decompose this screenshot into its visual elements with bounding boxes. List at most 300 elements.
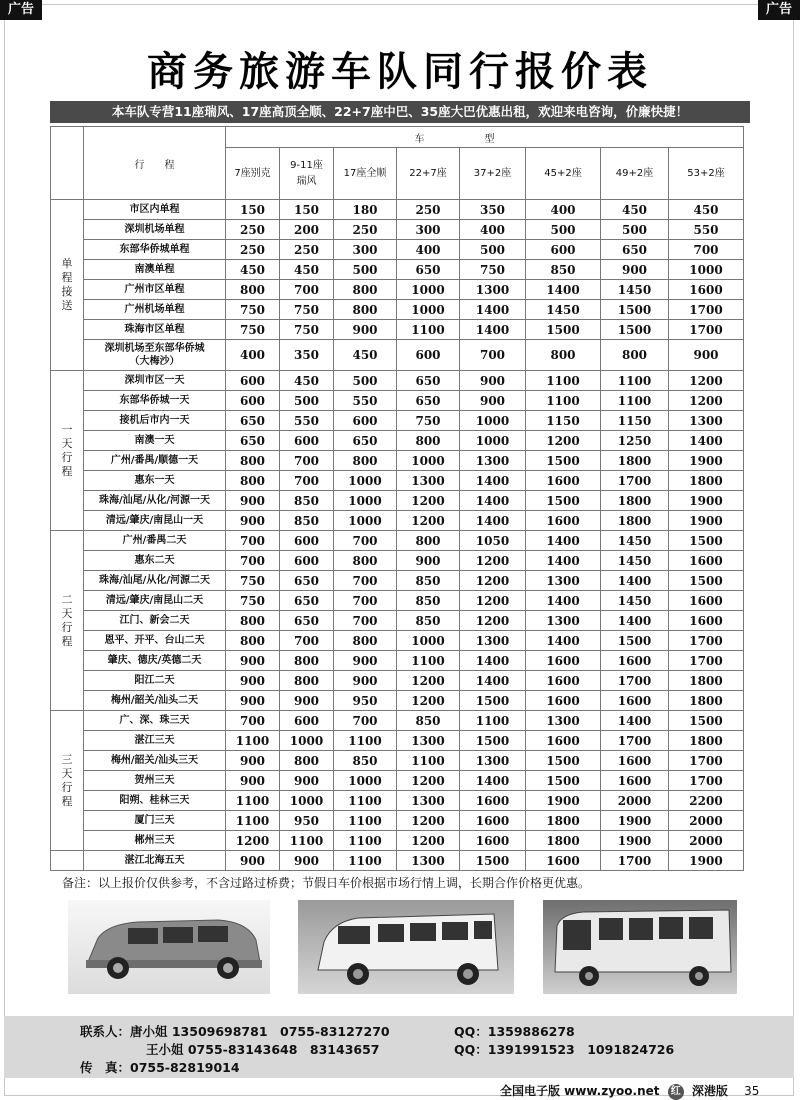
price-cell: 750 [226, 300, 280, 320]
price-cell: 1200 [460, 551, 526, 571]
price-cell: 450 [226, 260, 280, 280]
price-cell: 1500 [601, 320, 669, 340]
price-cell: 750 [226, 591, 280, 611]
price-cell: 900 [226, 651, 280, 671]
price-cell: 1900 [669, 851, 744, 871]
price-cell: 850 [526, 260, 601, 280]
price-cell: 1000 [669, 260, 744, 280]
price-cell: 1400 [460, 471, 526, 491]
price-cell: 1600 [460, 791, 526, 811]
price-cell: 500 [334, 260, 397, 280]
price-cell: 650 [397, 391, 460, 411]
price-cell: 800 [226, 611, 280, 631]
price-cell: 1500 [460, 851, 526, 871]
price-cell: 1300 [397, 791, 460, 811]
table-row [51, 431, 744, 451]
route-cell: 东部华侨城单程 [84, 240, 226, 260]
price-cell: 2000 [601, 791, 669, 811]
price-table-body [51, 200, 744, 871]
model-header-1: 9-11座 瑞风 [280, 148, 334, 200]
group-label-text: 三天行程 [61, 752, 73, 808]
price-cell: 300 [397, 220, 460, 240]
price-cell: 450 [601, 200, 669, 220]
price-cell: 1600 [601, 751, 669, 771]
price-cell: 180 [334, 200, 397, 220]
price-cell: 1200 [397, 811, 460, 831]
route-cell: 贺州三天 [84, 771, 226, 791]
price-cell: 2000 [669, 811, 744, 831]
contact-line-2: 王小姐 0755-83143648 83143657 [146, 1042, 380, 1057]
route-cell: 市区内单程 [84, 200, 226, 220]
price-cell: 600 [226, 391, 280, 411]
price-cell: 1300 [526, 711, 601, 731]
price-cell: 650 [280, 591, 334, 611]
price-cell: 650 [601, 240, 669, 260]
price-cell: 1600 [601, 771, 669, 791]
price-cell: 700 [334, 711, 397, 731]
route-cell: 广、深、珠三天 [84, 711, 226, 731]
route-cell: 珠海/汕尾/从化/河源一天 [84, 491, 226, 511]
price-cell: 350 [280, 340, 334, 371]
price-cell: 800 [226, 471, 280, 491]
price-cell: 1200 [460, 571, 526, 591]
table-row [51, 771, 744, 791]
route-cell: 深圳机场至东部华侨城 （大梅沙） [84, 340, 226, 371]
route-cell: 接机后市内一天 [84, 411, 226, 431]
price-cell: 1200 [397, 671, 460, 691]
price-cell: 600 [397, 340, 460, 371]
price-cell: 1400 [526, 531, 601, 551]
price-cell: 1700 [669, 300, 744, 320]
price-table [50, 126, 744, 871]
table-row [51, 240, 744, 260]
model-header-7: 53+2座 [669, 148, 744, 200]
price-cell: 1500 [526, 771, 601, 791]
route-cell: 深圳机场单程 [84, 220, 226, 240]
vehicle-type-header: 车型 [226, 127, 744, 148]
price-cell: 900 [280, 771, 334, 791]
price-cell: 1900 [669, 511, 744, 531]
price-cell: 650 [280, 611, 334, 631]
price-cell: 1300 [460, 631, 526, 651]
price-cell: 1700 [601, 851, 669, 871]
price-cell: 1100 [334, 731, 397, 751]
price-cell: 1600 [526, 731, 601, 751]
table-row [51, 611, 744, 631]
table-row [51, 391, 744, 411]
group-label-text: 二天行程 [61, 592, 73, 648]
price-cell: 1100 [334, 811, 397, 831]
table-row [51, 631, 744, 651]
price-cell: 1700 [669, 631, 744, 651]
price-cell: 250 [226, 220, 280, 240]
price-cell: 1500 [460, 731, 526, 751]
price-cell: 1200 [460, 611, 526, 631]
route-cell: 清远/肇庆/南昆山一天 [84, 511, 226, 531]
price-cell: 650 [397, 371, 460, 391]
price-cell: 600 [334, 411, 397, 431]
qq-line-1: QQ：1359886278 [454, 1024, 575, 1039]
price-cell: 1000 [397, 280, 460, 300]
price-cell: 900 [226, 491, 280, 511]
table-row [51, 651, 744, 671]
price-cell: 800 [334, 451, 397, 471]
price-cell: 1500 [669, 711, 744, 731]
price-cell: 850 [280, 511, 334, 531]
price-cell: 1000 [334, 771, 397, 791]
price-cell: 800 [226, 280, 280, 300]
route-cell: 恩平、开平、台山二天 [84, 631, 226, 651]
price-cell: 1400 [460, 320, 526, 340]
price-cell: 450 [280, 260, 334, 280]
price-cell: 750 [226, 571, 280, 591]
table-row [51, 831, 744, 851]
price-cell: 600 [280, 551, 334, 571]
price-cell: 900 [226, 511, 280, 531]
price-cell: 250 [334, 220, 397, 240]
price-cell: 900 [226, 751, 280, 771]
price-cell: 250 [397, 200, 460, 220]
price-cell: 750 [226, 320, 280, 340]
table-row [51, 491, 744, 511]
price-cell: 1100 [334, 851, 397, 871]
price-cell: 650 [226, 431, 280, 451]
price-cell: 1400 [460, 771, 526, 791]
table-row [51, 551, 744, 571]
price-cell: 800 [226, 631, 280, 651]
price-cell: 900 [334, 320, 397, 340]
price-cell: 800 [526, 340, 601, 371]
price-cell: 700 [280, 451, 334, 471]
table-row [51, 751, 744, 771]
price-cell: 1800 [669, 471, 744, 491]
price-cell: 1600 [460, 811, 526, 831]
price-cell: 550 [669, 220, 744, 240]
price-cell: 1800 [669, 671, 744, 691]
price-cell: 1600 [669, 551, 744, 571]
price-cell: 1450 [601, 531, 669, 551]
route-cell: 广州/番禺/顺德一天 [84, 451, 226, 471]
price-cell: 900 [226, 671, 280, 691]
table-row [51, 531, 744, 551]
price-cell: 1200 [526, 431, 601, 451]
price-cell: 750 [280, 320, 334, 340]
price-cell: 700 [226, 531, 280, 551]
table-row [51, 340, 744, 371]
price-cell: 800 [397, 531, 460, 551]
price-cell: 700 [280, 471, 334, 491]
price-cell: 1450 [526, 300, 601, 320]
page-number: 35 [744, 1084, 760, 1098]
route-cell: 广州机场单程 [84, 300, 226, 320]
price-cell: 800 [280, 671, 334, 691]
route-cell: 南澳单程 [84, 260, 226, 280]
price-cell: 700 [226, 551, 280, 571]
price-cell: 300 [334, 240, 397, 260]
price-cell: 1400 [526, 280, 601, 300]
qq-line-2: QQ：1391991523 1091824726 [454, 1042, 675, 1057]
price-cell: 1900 [669, 451, 744, 471]
price-cell: 1400 [460, 300, 526, 320]
price-cell: 1200 [397, 511, 460, 531]
price-cell: 750 [397, 411, 460, 431]
price-cell: 1900 [601, 831, 669, 851]
price-cell: 850 [397, 711, 460, 731]
price-cell: 650 [334, 431, 397, 451]
price-cell: 550 [334, 391, 397, 411]
price-cell: 1400 [460, 491, 526, 511]
price-cell: 1400 [460, 671, 526, 691]
table-row [51, 471, 744, 491]
price-cell: 650 [226, 411, 280, 431]
price-cell: 400 [526, 200, 601, 220]
price-cell: 500 [526, 220, 601, 240]
bus-photo [543, 900, 737, 994]
route-cell: 南澳一天 [84, 431, 226, 451]
price-cell: 800 [334, 551, 397, 571]
price-cell: 800 [226, 451, 280, 471]
price-cell: 1100 [526, 371, 601, 391]
table-row [51, 851, 744, 871]
price-cell: 150 [226, 200, 280, 220]
route-cell: 梅州/韶关/汕头二天 [84, 691, 226, 711]
price-cell: 400 [226, 340, 280, 371]
table-row [51, 320, 744, 340]
ad-label-right: 广告 [758, 0, 800, 20]
price-cell: 700 [226, 711, 280, 731]
price-cell: 1700 [601, 471, 669, 491]
contact-line-1: 联系人：唐小姐 13509698781 0755-83127270 [80, 1024, 390, 1039]
group-label [51, 851, 84, 871]
price-cell: 900 [460, 391, 526, 411]
price-cell: 1600 [669, 280, 744, 300]
price-cell: 900 [280, 851, 334, 871]
route-cell: 江门、新会二天 [84, 611, 226, 631]
price-cell: 900 [226, 691, 280, 711]
table-row [51, 300, 744, 320]
price-cell: 1300 [460, 751, 526, 771]
price-cell: 1100 [397, 651, 460, 671]
price-cell: 800 [334, 631, 397, 651]
price-cell: 500 [601, 220, 669, 240]
subtitle-banner: 本车队专营11座瑞风、17座高顶全顺、22+7座中巴、35座大巴优惠出租，欢迎来电咨询，价廉快捷！ [50, 101, 750, 123]
price-cell: 2000 [669, 831, 744, 851]
price-cell: 1600 [601, 651, 669, 671]
price-cell: 1000 [397, 300, 460, 320]
price-cell: 700 [334, 571, 397, 591]
price-cell: 1100 [601, 391, 669, 411]
price-cell: 1700 [601, 671, 669, 691]
price-cell: 1000 [280, 731, 334, 751]
price-cell: 1400 [526, 631, 601, 651]
route-cell: 深圳市区一天 [84, 371, 226, 391]
price-cell: 700 [334, 611, 397, 631]
price-cell: 1400 [460, 511, 526, 531]
group-label [51, 371, 84, 531]
price-cell: 1300 [397, 731, 460, 751]
price-cell: 1000 [460, 411, 526, 431]
price-cell: 1600 [669, 611, 744, 631]
group-label-text: 单程接送 [61, 257, 73, 312]
price-cell: 1500 [526, 491, 601, 511]
price-cell: 1500 [460, 691, 526, 711]
price-cell: 1200 [397, 831, 460, 851]
price-cell: 1500 [601, 631, 669, 651]
contact-panel [4, 1016, 794, 1078]
price-cell: 700 [460, 340, 526, 371]
price-cell: 1100 [526, 391, 601, 411]
price-cell: 850 [397, 611, 460, 631]
price-cell: 600 [526, 240, 601, 260]
price-cell: 1500 [669, 571, 744, 591]
route-cell: 肇庆、德庆/英德二天 [84, 651, 226, 671]
price-cell: 650 [280, 571, 334, 591]
price-cell: 800 [601, 340, 669, 371]
price-cell: 1400 [526, 551, 601, 571]
model-header-4: 37+2座 [460, 148, 526, 200]
price-cell: 1200 [226, 831, 280, 851]
route-cell: 珠海/汕尾/从化/河源二天 [84, 571, 226, 591]
price-cell: 1100 [397, 751, 460, 771]
price-cell: 800 [397, 431, 460, 451]
van-photo [298, 900, 514, 994]
price-cell: 1800 [601, 511, 669, 531]
price-cell: 850 [280, 491, 334, 511]
price-cell: 1100 [226, 731, 280, 751]
footer-edition: 深港版 [691, 1084, 728, 1098]
route-cell: 梅州/韶关/汕头三天 [84, 751, 226, 771]
price-cell: 1050 [460, 531, 526, 551]
price-cell: 450 [280, 371, 334, 391]
price-cell: 1900 [526, 791, 601, 811]
price-cell: 1150 [526, 411, 601, 431]
price-cell: 800 [334, 280, 397, 300]
price-cell: 1450 [601, 551, 669, 571]
table-row [51, 591, 744, 611]
table-row [51, 451, 744, 471]
route-cell: 阳江二天 [84, 671, 226, 691]
price-cell: 1250 [601, 431, 669, 451]
price-cell: 1800 [526, 831, 601, 851]
price-cell: 950 [280, 811, 334, 831]
price-cell: 600 [280, 711, 334, 731]
price-cell: 750 [460, 260, 526, 280]
price-cell: 1100 [601, 371, 669, 391]
table-row [51, 411, 744, 431]
price-cell: 1700 [669, 651, 744, 671]
route-cell: 厦门三天 [84, 811, 226, 831]
price-cell: 200 [280, 220, 334, 240]
price-cell: 1600 [526, 511, 601, 531]
price-cell: 1150 [601, 411, 669, 431]
price-cell: 400 [397, 240, 460, 260]
model-header-6: 49+2座 [601, 148, 669, 200]
table-row [51, 511, 744, 531]
price-cell: 1200 [397, 771, 460, 791]
route-cell: 广州市区单程 [84, 280, 226, 300]
price-cell: 150 [280, 200, 334, 220]
price-cell: 500 [280, 391, 334, 411]
price-cell: 1200 [669, 371, 744, 391]
table-row [51, 371, 744, 391]
group-label [51, 711, 84, 851]
table-row [51, 691, 744, 711]
price-cell: 1300 [526, 611, 601, 631]
price-cell: 800 [280, 651, 334, 671]
route-cell: 郴州三天 [84, 831, 226, 851]
price-cell: 1000 [280, 791, 334, 811]
price-cell: 1100 [226, 791, 280, 811]
price-cell: 1800 [526, 811, 601, 831]
price-cell: 1600 [526, 651, 601, 671]
table-row [51, 260, 744, 280]
price-cell: 1400 [460, 651, 526, 671]
price-cell: 1200 [669, 391, 744, 411]
route-cell: 广州/番禺二天 [84, 531, 226, 551]
price-cell: 1200 [397, 691, 460, 711]
price-cell: 2200 [669, 791, 744, 811]
price-cell: 1800 [601, 491, 669, 511]
group-label [51, 200, 84, 371]
price-cell: 900 [669, 340, 744, 371]
group-label-text: 一天行程 [61, 422, 73, 478]
price-cell: 950 [334, 691, 397, 711]
price-cell: 1700 [669, 751, 744, 771]
price-cell: 1700 [669, 771, 744, 791]
price-cell: 1450 [601, 280, 669, 300]
price-cell: 1000 [397, 451, 460, 471]
model-header-2: 17座全顺 [334, 148, 397, 200]
price-cell: 1400 [601, 611, 669, 631]
price-cell: 550 [280, 411, 334, 431]
route-cell: 惠东二天 [84, 551, 226, 571]
price-cell: 1400 [601, 571, 669, 591]
price-cell: 1300 [397, 851, 460, 871]
price-cell: 900 [226, 771, 280, 791]
price-cell: 1200 [397, 491, 460, 511]
price-cell: 900 [280, 691, 334, 711]
price-cell: 450 [669, 200, 744, 220]
price-cell: 900 [460, 371, 526, 391]
price-cell: 1600 [526, 851, 601, 871]
fax-line: 传 真：0755-82819014 [80, 1060, 240, 1075]
price-cell: 600 [280, 531, 334, 551]
price-cell: 1300 [526, 571, 601, 591]
group-label [51, 531, 84, 711]
price-cell: 1100 [334, 791, 397, 811]
price-cell: 1600 [526, 691, 601, 711]
price-cell: 1700 [669, 320, 744, 340]
price-cell: 600 [280, 431, 334, 451]
price-cell: 1800 [669, 691, 744, 711]
price-cell: 500 [460, 240, 526, 260]
price-cell: 800 [280, 751, 334, 771]
price-cell: 700 [334, 591, 397, 611]
price-cell: 1200 [460, 591, 526, 611]
minivan-photo [68, 900, 270, 994]
price-cell: 850 [397, 591, 460, 611]
price-cell: 1300 [669, 411, 744, 431]
route-cell: 珠海市区单程 [84, 320, 226, 340]
remark-note: 备注：以上报价仅供参考，不含过路过桥费；节假日车价根据市场行情上调，长期合作价格更优惠。 [62, 876, 591, 890]
price-cell: 1400 [669, 431, 744, 451]
price-cell: 1800 [601, 451, 669, 471]
price-cell: 1900 [601, 811, 669, 831]
price-cell: 1000 [334, 491, 397, 511]
price-cell: 1500 [526, 751, 601, 771]
price-cell: 1600 [526, 671, 601, 691]
price-cell: 1100 [460, 711, 526, 731]
